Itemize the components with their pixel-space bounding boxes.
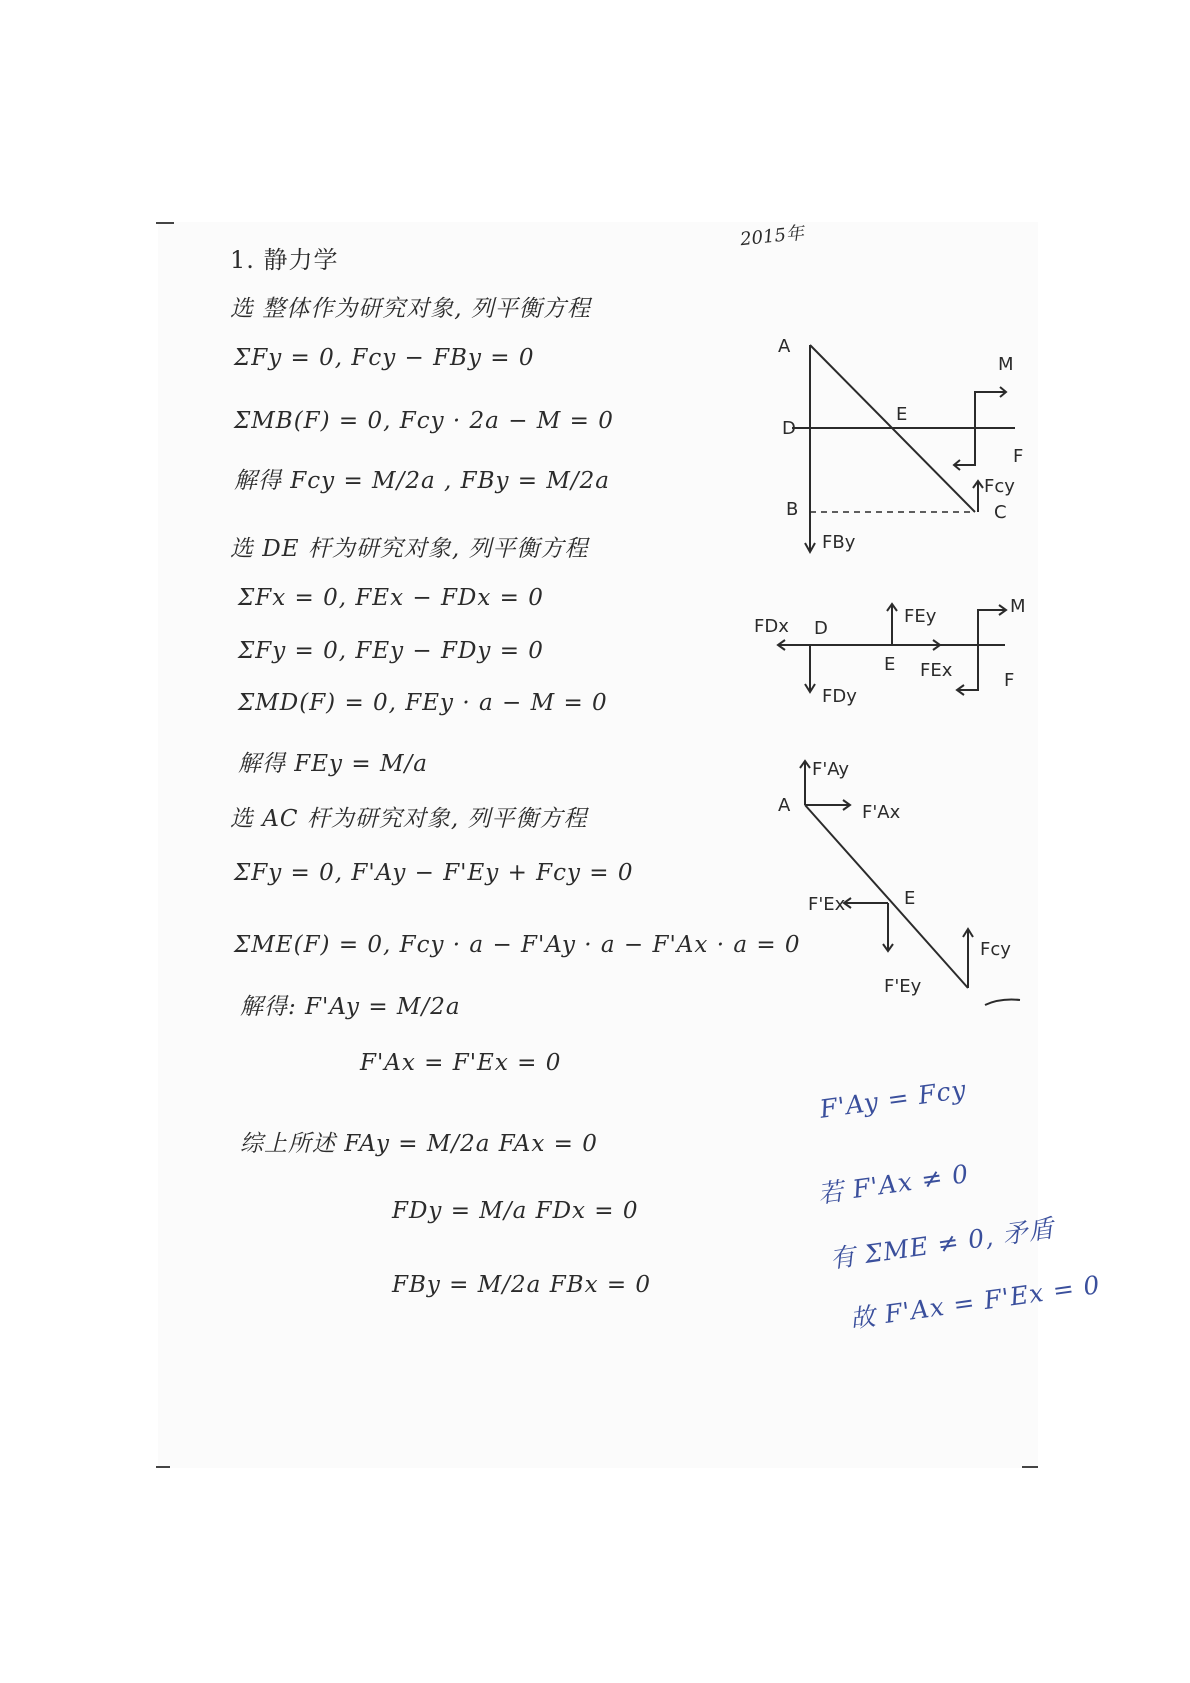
equation: ΣFy = 0, F'Ay − F'Ey + Fcy = 0 [234, 860, 634, 886]
equation: ΣFy = 0, FEy − FDy = 0 [238, 638, 544, 664]
summary: FBy = M/2a FBx = 0 [392, 1272, 652, 1298]
step-de-bar: 选 DE 杆为研究对象, 列平衡方程 [230, 536, 589, 562]
label-Fcy: Fcy [980, 939, 1011, 960]
label-E: E [884, 654, 896, 675]
ink-note: 故 F'Ax = F'Ex = 0 [848, 1269, 1103, 1334]
year-label: 2015年 [739, 222, 805, 251]
label-F: F [1004, 670, 1015, 691]
step-whole-body: 选 整体作为研究对象, 列平衡方程 [230, 296, 591, 322]
solution: 解得 Fcy = M/2a , FBy = M/2a [234, 468, 611, 494]
label-FDx: FDx [754, 616, 789, 637]
equation: ΣFx = 0, FEx − FDx = 0 [238, 585, 544, 611]
label-FEy: F'Ey [884, 976, 922, 997]
equation: ΣMD(F) = 0, FEy · a − M = 0 [238, 690, 608, 716]
label-M: M [1010, 596, 1026, 617]
label-FAy: F'Ay [812, 759, 850, 780]
label-FEx: F'Ex [808, 894, 846, 915]
label-D: D [782, 418, 796, 439]
label-FEy: FEy [904, 606, 937, 627]
ink-note: 若 F'Ax ≠ 0 [816, 1158, 971, 1209]
label-A: A [778, 336, 791, 357]
label-E: E [904, 888, 916, 909]
label-E: E [896, 404, 908, 425]
label-B: B [786, 499, 799, 520]
summary: 综上所述 FAy = M/2a FAx = 0 [240, 1131, 598, 1157]
equation: ΣFy = 0, Fcy − FBy = 0 [234, 345, 535, 371]
summary: FDy = M/a FDx = 0 [392, 1198, 639, 1224]
equation: ΣME(F) = 0, Fcy · a − F'Ay · a − F'Ax · a = 0 [234, 932, 801, 958]
solution: 解得: F'Ay = M/2a [240, 994, 461, 1020]
label-FBy: FBy [822, 532, 856, 553]
solution: F'Ax = F'Ex = 0 [360, 1050, 562, 1076]
ink-note: F'Ay = Fcy [817, 1074, 969, 1124]
label-F: F [1013, 446, 1024, 467]
equation: ΣMB(F) = 0, Fcy · 2a − M = 0 [234, 408, 614, 434]
label-C: C [994, 502, 1007, 523]
label-Fcy: Fcy [984, 476, 1015, 497]
step-ac-bar: 选 AC 杆为研究对象, 列平衡方程 [230, 806, 588, 832]
label-D: D [814, 618, 828, 639]
label-FEx: FEx [920, 660, 953, 681]
solution: 解得 FEy = M/a [238, 751, 428, 777]
ink-note: 有 ΣME ≠ 0, 矛盾 [828, 1213, 1057, 1274]
section-title: 1. 静力学 [230, 246, 339, 274]
label-FAx: F'Ax [862, 802, 901, 823]
label-A: A [778, 795, 791, 816]
label-FDy: FDy [822, 686, 857, 707]
label-M: M [998, 354, 1014, 375]
